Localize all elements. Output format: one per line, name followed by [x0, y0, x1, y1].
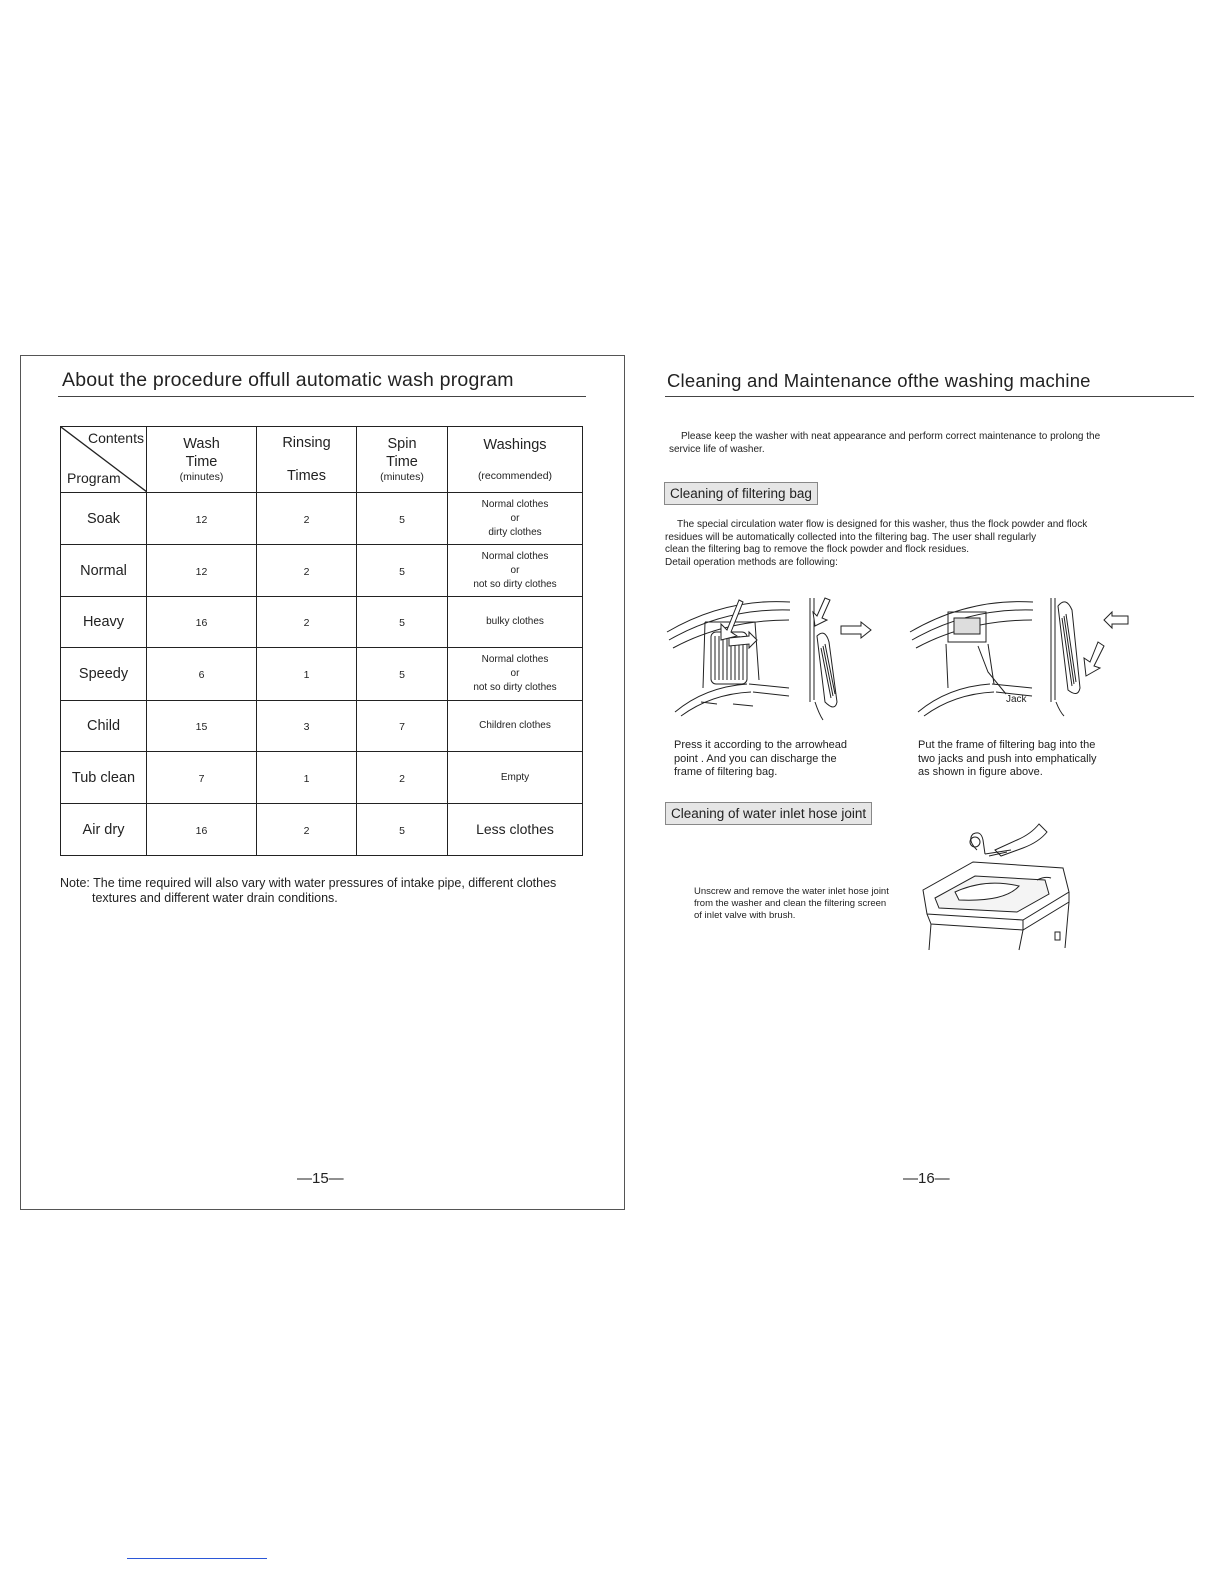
rinsing-times-value-cell — [257, 648, 357, 701]
caption-line: as shown in figure above. — [918, 766, 1043, 778]
rinsing-times-value-cell — [257, 701, 357, 752]
washings-cell — [448, 545, 583, 597]
filter-bag-removal-illustration — [665, 592, 885, 722]
spin-time-value: 7 — [399, 721, 405, 733]
program-name-cell — [61, 545, 147, 597]
caption-line: two jacks and push into emphatically — [918, 752, 1097, 765]
section-filtering-bag-heading: Cleaning of filtering bag — [664, 482, 818, 505]
washings-line: Normal clothes — [481, 654, 549, 665]
rinsing-times-value: 2 — [303, 617, 310, 629]
rinsing-times-value-cell — [257, 752, 357, 804]
rinsing-times-value: 2 — [303, 513, 310, 526]
spin-time-value-cell — [357, 752, 448, 804]
header-line: Washings — [483, 436, 547, 453]
wash-time-value-cell — [147, 648, 257, 701]
table-row — [61, 493, 583, 545]
table-row — [61, 752, 583, 804]
right-title-rule — [665, 396, 1194, 397]
section-inlet-hose-heading: Cleaning of water inlet hose joint — [665, 802, 872, 825]
section1-line: residues will be automatically collected into the filtering bag. The user shall regularly — [665, 531, 1037, 543]
table-corner-cell — [61, 427, 147, 493]
washer-inlet-brush-illustration — [915, 820, 1080, 952]
page-number-16: —16— — [903, 1170, 950, 1187]
caption-line: Press it according to the arrowhead — [674, 739, 848, 751]
left-page-title: About the procedure offull automatic wash program — [62, 369, 514, 391]
caption-line: Put the frame of filtering bag into the — [918, 739, 1096, 751]
wash-time-value-cell — [147, 493, 257, 545]
washings-cell — [448, 701, 583, 752]
table-row — [61, 597, 583, 648]
header-line: Wash — [183, 435, 220, 452]
intro-line: Please keep the washer with neat appearance and perform correct maintenance to prolong the — [681, 431, 1101, 442]
rinsing-times-value-cell — [257, 545, 357, 597]
program-name: Tub clean — [71, 769, 136, 786]
program-name: Air dry — [82, 821, 125, 838]
spin-time-value: 5 — [399, 617, 405, 629]
washings-line: or — [510, 564, 520, 576]
washings-cell — [448, 597, 583, 648]
table-header-row — [61, 427, 583, 493]
jack-label: Jack — [1006, 694, 1027, 705]
program-name-cell — [61, 752, 147, 804]
wash-time-value-cell — [147, 804, 257, 856]
corner-program-label: Program — [67, 469, 121, 486]
wash-time-value: 15 — [195, 721, 208, 733]
rinsing-times-value-cell — [257, 493, 357, 545]
inlet-hose-paragraph — [694, 886, 889, 922]
table-body — [61, 493, 583, 856]
header-unit: (minutes) — [179, 471, 224, 484]
wash-time-value-cell — [147, 545, 257, 597]
table-row — [61, 701, 583, 752]
section1-line: The special circulation water flow is designed for this washer, thus the flock powder and flock — [677, 519, 1088, 530]
header-unit: (recommended) — [477, 470, 553, 482]
washings-line: bulky clothes — [486, 616, 544, 627]
rinsing-times-value: 2 — [303, 565, 310, 578]
bottom-link-underline — [127, 1558, 267, 1559]
washings-line: dirty clothes — [488, 526, 542, 538]
intro-paragraph — [669, 431, 1189, 456]
rinsing-times-value-cell — [257, 597, 357, 648]
washings-line: or — [510, 512, 520, 524]
caption-line: point . And you can discharge the — [674, 752, 837, 765]
spin-time-value-cell — [357, 597, 448, 648]
section1-line: Detail operation methods are following: — [665, 556, 838, 568]
intro-line: service life of washer. — [669, 443, 765, 455]
washings-cell — [448, 804, 583, 856]
section2-line: Unscrew and remove the water inlet hose joint — [694, 886, 889, 897]
rinsing-times-value: 1 — [303, 772, 310, 785]
program-name: Child — [86, 718, 121, 734]
caption-filter-removal — [674, 739, 847, 780]
rinsing-times-value: 1 — [303, 669, 310, 681]
caption-line: frame of filtering bag. — [674, 766, 778, 778]
program-name-cell — [61, 648, 147, 701]
spin-time-value-cell — [357, 648, 448, 701]
spin-time-value-cell — [357, 545, 448, 597]
rinsing-times-value-cell — [257, 804, 357, 856]
washings-line: Normal clothes — [481, 550, 549, 562]
left-title-rule — [58, 396, 586, 397]
note-line: textures and different water drain conditions. — [92, 891, 338, 905]
table-row — [61, 545, 583, 597]
table-row — [61, 804, 583, 856]
spin-time-value-cell — [357, 701, 448, 752]
program-name-cell — [61, 701, 147, 752]
spin-time-value: 5 — [399, 669, 405, 681]
program-name: Normal — [80, 562, 127, 579]
table-row — [61, 648, 583, 701]
wash-time-value: 16 — [195, 617, 208, 629]
spin-time-value: 5 — [399, 824, 405, 837]
washings-cell — [448, 648, 583, 701]
wash-time-value: 12 — [195, 565, 208, 578]
section2-line: of inlet valve with brush. — [694, 910, 796, 921]
washings-line: not so dirty clothes — [473, 578, 557, 590]
washings-line: Empty — [500, 771, 530, 783]
wash-time-value: 16 — [195, 824, 208, 837]
header-line: Rinsing — [282, 435, 331, 452]
wash-time-value: 12 — [195, 513, 208, 526]
header-line: Times — [287, 467, 326, 484]
wash-time-value: 7 — [198, 772, 205, 785]
washings-cell — [448, 493, 583, 545]
program-name-cell — [61, 597, 147, 648]
spin-time-value: 5 — [399, 513, 405, 526]
washings-line: not so dirty clothes — [473, 682, 557, 693]
washings-line: or — [510, 668, 520, 679]
washings-line: Children clothes — [479, 720, 551, 731]
section2-line: from the washer and clean the filtering screen — [694, 898, 887, 909]
washings-line: Less clothes — [476, 820, 554, 837]
wash-time-value-cell — [147, 701, 257, 752]
washings-cell — [448, 752, 583, 804]
header-line: Spin — [387, 435, 417, 452]
header-spin-time — [357, 427, 448, 493]
rinsing-times-value: 3 — [303, 721, 310, 733]
wash-program-table — [60, 426, 583, 856]
page-number-15: —15— — [297, 1170, 344, 1187]
program-name-cell — [61, 493, 147, 545]
program-name: Heavy — [82, 614, 125, 630]
program-name: Soak — [86, 510, 121, 527]
wash-time-value-cell — [147, 597, 257, 648]
header-unit: (minutes) — [380, 471, 424, 484]
spin-time-value: 5 — [399, 565, 405, 578]
header-line: Time — [386, 453, 418, 470]
program-name-cell — [61, 804, 147, 856]
section1-line: clean the filtering bag to remove the flock powder and flock residues. — [665, 544, 970, 555]
header-washings — [448, 427, 583, 493]
right-page-title: Cleaning and Maintenance ofthe washing machine — [667, 370, 1091, 391]
header-line: Time — [185, 453, 218, 470]
header-rinsing-times — [257, 427, 357, 493]
spin-time-value: 2 — [399, 772, 405, 785]
filtering-bag-paragraph — [665, 519, 1185, 569]
note-line: Note: The time required will also vary with water pressures of intake pipe, different clothes — [60, 876, 557, 890]
spin-time-value-cell — [357, 493, 448, 545]
header-wash-time — [147, 427, 257, 493]
table-note — [60, 876, 600, 906]
washings-line: Normal clothes — [481, 498, 549, 510]
rinsing-times-value: 2 — [303, 824, 310, 837]
spin-time-value-cell — [357, 804, 448, 856]
corner-contents-label: Contents — [87, 430, 144, 446]
caption-filter-insertion — [918, 739, 1097, 780]
wash-time-value: 6 — [198, 669, 205, 681]
wash-time-value-cell — [147, 752, 257, 804]
program-name: Speedy — [78, 666, 129, 682]
